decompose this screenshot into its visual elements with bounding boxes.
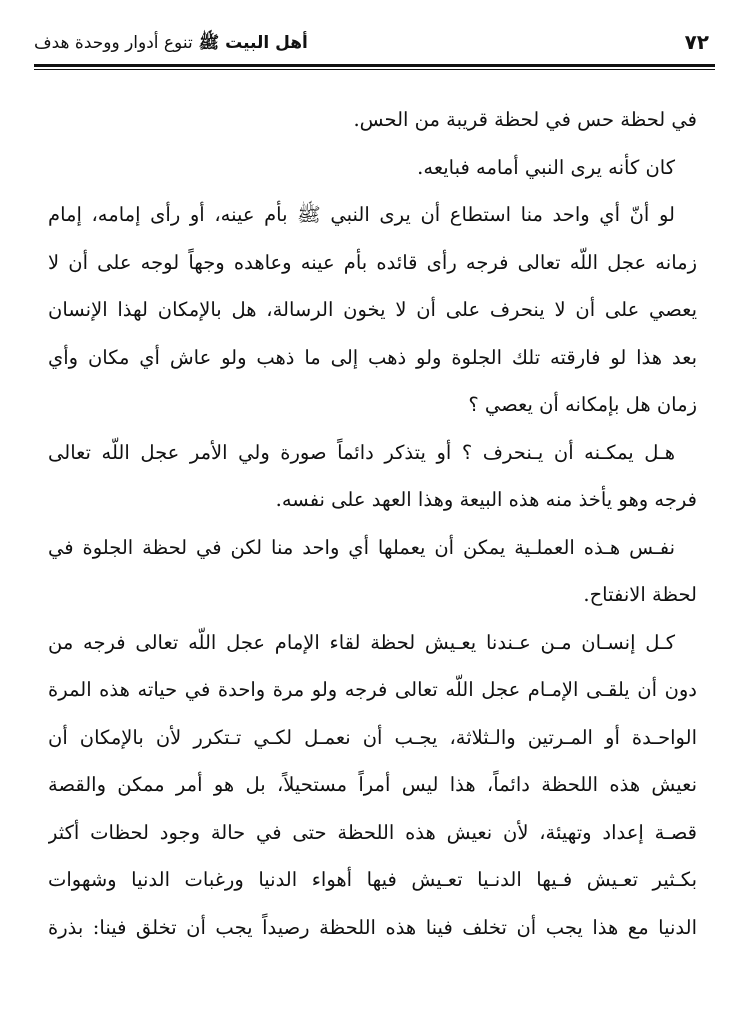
text-line: زمانه عجل اللّه تعالى فرجه رأى قائده بأم عينه وعاهده وجهاً لوجه على أن لا bbox=[48, 250, 697, 274]
header-rule-thin bbox=[34, 69, 715, 70]
text-line: فرجه وهو يأخذ منه هذه البيعة وهذا العهد على نفسه. bbox=[275, 488, 697, 511]
text-line: الواحـدة أو المـرتين والـثلاثة، يجـب أن نعمـل لكـي تـتكرر لأن بالإمكان أن bbox=[48, 725, 697, 749]
running-title-main: أهل البيت ﷺ bbox=[198, 33, 308, 53]
text-line: يعصي على أن لا ينحرف على أن لا يخون الرسالة، هل بالإمكان لهذا الإنسان bbox=[48, 298, 697, 321]
running-title bbox=[34, 32, 308, 57]
text-line: قصـة إعداد وتهيئة، لأن نعيش هذه اللحظة حتى في حالة وجود لحظات أكثر bbox=[48, 820, 697, 844]
text-line: زمان هل بإمكانه أن يعصي ؟ bbox=[468, 393, 697, 416]
text-line: في لحظة حس في لحظة قريبة من الحس. bbox=[353, 108, 697, 131]
text-line: الدنيا مع هذا يجب أن تخلف فينا هذه اللحظة رصيداً يجب أن تخلق فينا: بذرة bbox=[48, 915, 697, 939]
text-line: هـل يمكـنه أن يـنحرف ؟ أو يتذكر دائماً صورة ولي الأمر عجل اللّه تعالى bbox=[48, 440, 675, 464]
text-line: بعد هذا لو فارقته تلك الجلوة ولو ذهب إلى ما ذهب ولو عاش أي مكان وأي bbox=[48, 345, 697, 369]
running-title-sub: تنوع أدوار ووحدة هدف bbox=[34, 33, 193, 53]
text-line: لو أنّ أي واحد منا استطاع أن يرى النبي ﷺ بأم عينه، أو رأى إمامه، إمام bbox=[48, 203, 675, 226]
text-line: دون أن يلقـى الإمـام عجل اللّه تعالى فرجه ولو مرة واحدة في حياته هذه المرة bbox=[48, 678, 697, 701]
body-text bbox=[48, 96, 697, 951]
text-line: بكـثير تعـيش فـيها الدنـيا تعـيش فيها أهواء الدنيا ورغبات الدنيا وشهوات bbox=[48, 868, 697, 891]
header-rule-thick bbox=[34, 64, 715, 67]
text-line: لحظة الانفتاح. bbox=[583, 583, 697, 606]
text-line: كـل إنسـان مـن عـندنا يعـيش لحظة لقاء الإمام عجل اللّه تعالى فرجه من bbox=[48, 630, 675, 654]
page-number: ٧٢ bbox=[684, 30, 709, 54]
text-line: كان كأنه يرى النبي أمامه فبايعه. bbox=[417, 155, 675, 179]
text-line: نفـس هـذه العملـية يمكن أن يعملها أي واحد منا لكن في لحظة الجلوة في bbox=[48, 535, 675, 559]
text-line: نعيش هذه اللحظة دائماً، هذا ليس أمراً مستحيلاً، بل هو أمر ممكن والقصة bbox=[48, 773, 697, 796]
page-header bbox=[34, 30, 715, 60]
